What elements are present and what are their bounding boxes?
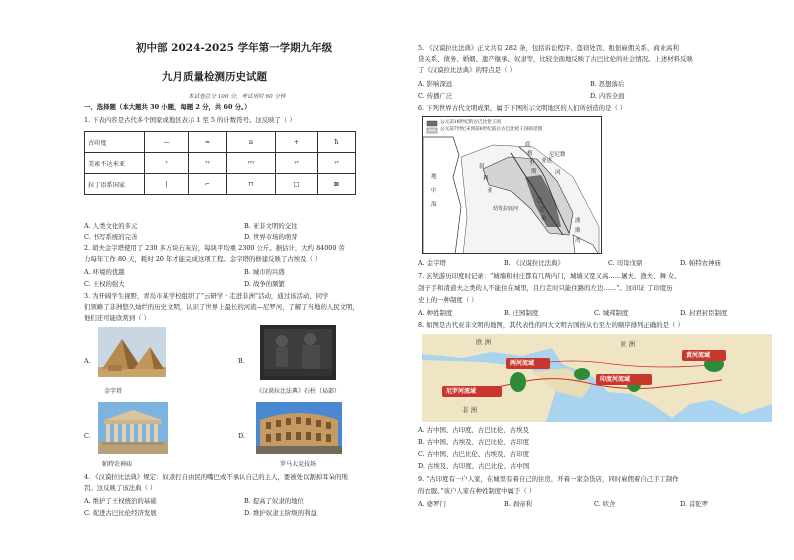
table-cell: ⊓ [226, 174, 275, 195]
q1-option-a[interactable]: A. 人类文化的多元 [84, 222, 138, 230]
map-label: 斯 [575, 228, 581, 234]
q9-option-c[interactable]: C. 吠舍 [594, 500, 616, 508]
q7-option-d[interactable]: D. 封君封臣制度 [680, 309, 728, 317]
q3-option-c-letter[interactable]: C. [84, 432, 91, 440]
q6-option-b[interactable]: B. 《汉谟拉比法典》 [504, 259, 564, 267]
pyramid-image[interactable] [98, 327, 166, 377]
map-label: 印度河流域 [600, 376, 631, 383]
map-label: 两河流域 [510, 360, 535, 367]
map-label: 海 [431, 202, 437, 208]
q2-option-b[interactable]: B. 城市的兴盛 [244, 268, 285, 276]
table-cell: ᵞᵞ [318, 153, 356, 174]
babylon-map [422, 116, 602, 254]
q2-option-c[interactable]: C. 王权的强大 [84, 280, 125, 288]
exam-subtitle: 九月质量检测历史试题 [162, 71, 267, 83]
map-label: 中 [431, 188, 437, 194]
q4-option-a[interactable]: A. 维护了王权统治的基础 [84, 497, 157, 505]
question-3-line: 们领略了非洲悠久灿烂的历史文明，认识了世界上最长的河流—尼罗河，了解了当地的人民文明， [84, 303, 359, 311]
q5-option-c[interactable]: C. 传播广泛 [418, 92, 453, 100]
map-label: 亚述 [541, 158, 553, 164]
map-label: 湾 [575, 238, 581, 244]
q8-option-b[interactable]: B. 古中国、古埃及、古巴比伦、古印度 [418, 438, 530, 446]
question-4-line: 罚。这反映了该法典（ ） [84, 484, 157, 492]
map-label: 尼罗河流域 [446, 388, 477, 395]
map-label: 叙 [479, 164, 485, 170]
table-cell: | [145, 174, 189, 195]
q4-option-d[interactable]: D. 维护奴隶主阶级的利益 [244, 509, 317, 517]
left-column [84, 0, 414, 560]
table-row [85, 153, 356, 174]
q3-option-b-letter[interactable]: B. [238, 357, 245, 365]
map-label: 欧 洲 [476, 338, 492, 346]
q8-option-c[interactable]: C. 古中国、古巴比伦、古埃及、古印度 [418, 450, 529, 458]
question-6-stem: 6. 下列世界古代文明成果，属于下图所示文明地区的人们所创造的是（ ） [418, 104, 627, 112]
map-label: 波 [575, 218, 581, 224]
question-5-line: 了《汉谟拉比法典》的特点是（ ） [418, 66, 516, 74]
caption-parthenon: 帕特农神庙 [102, 461, 133, 468]
q6-option-a[interactable]: A. 金字塔 [418, 259, 446, 267]
q4-option-c[interactable]: C. 促进古巴比伦经济发展 [84, 509, 157, 517]
table-cell: ᵞᵞ [189, 153, 227, 174]
table-cell: 拉丁语系国家 [85, 174, 145, 195]
q9-option-a[interactable]: A. 婆罗门 [418, 500, 446, 508]
q2-option-d[interactable]: D. 战争的频繁 [244, 280, 285, 288]
table-row [85, 174, 356, 195]
table-cell: ᵞ [145, 153, 189, 174]
q9-option-d[interactable]: D. 首陀罗 [680, 500, 709, 508]
map-label: 亚 洲 [620, 340, 636, 348]
q1-option-c[interactable]: C. 书写系统的完善 [84, 233, 138, 241]
caption-colosseum: 罗马大竞技场 [280, 461, 317, 468]
map-legend-item: 公元前7世纪末到前6世纪前后古巴比伦王国的范围 [440, 127, 543, 132]
map-label: 黄河流域 [686, 352, 711, 359]
q1-option-b[interactable]: B. 亚非文明的交往 [244, 222, 298, 230]
question-5-line: 贷关系、债务、婚姻、遗产继承、奴隶等，比较全面地反映了古巴比伦的社会情况。上述材料反映 [418, 55, 693, 63]
map-label: 底 [525, 142, 531, 148]
map-label: 巴 [537, 198, 543, 204]
question-9-line: 的衣服。”该户人家在种姓制度中属于（ ） [418, 487, 536, 495]
q7-option-b[interactable]: B. 庄园制度 [504, 309, 539, 317]
question-9-line: 9. “古印度有一户人家，在城里有着自己的住房，开着一家杂货店，同时雇佣着自己手工制作 [418, 475, 679, 483]
map-label: 幼发拉底河 [493, 206, 519, 212]
table-cell: ⊠ [318, 174, 356, 195]
map-label: 比 [539, 207, 545, 213]
q7-option-c[interactable]: C. 城邦制度 [594, 309, 629, 317]
caption-pyramid: 金字塔 [104, 388, 123, 395]
map-label: 尼尼微 [549, 152, 566, 158]
map-label: 地 [431, 174, 437, 180]
table-cell: = [189, 132, 227, 153]
exam-info: 本试卷总分 100 分，考试用时 60 分钟 [188, 94, 286, 100]
map-label: 利 [483, 176, 489, 182]
caption-hammurabi-stele: 《汉谟拉比法典》石柱（局部） [256, 388, 341, 395]
question-8-stem: 8. 如图是古代亚非文明的地图，其代表性的四大文明古国按从右至左的顺序排列正确的是（ ） [418, 321, 684, 329]
table-cell: + [276, 132, 318, 153]
question-3-line: 3. 为开阔学生视野，青岛市某学校组织了“云研学 · 走进非洲”活动，通过该活动，同学 [84, 292, 329, 300]
q5-option-b[interactable]: B. 思想落后 [590, 80, 625, 88]
question-2-line: 2. 胡夫金字塔使用了 230 多万块石灰岩，每块平均重 2300 公斤。据估计，大约 84000 劳 [84, 244, 345, 252]
question-3-line: 他们还可能欣赏到（ ） [84, 314, 150, 322]
table-cell: □ [276, 174, 318, 195]
question-7-line: 刽子手和清道夫之类的人不能住在城里，且行走时只能住路的左边……”。这印证 了印度历 [418, 284, 673, 292]
q3-option-a-letter[interactable]: A. [84, 357, 91, 365]
q9-option-b[interactable]: B. 刹帝利 [504, 500, 532, 508]
table-cell: ⌐ [189, 174, 227, 195]
table-cell: ≡ [226, 132, 275, 153]
q5-option-d[interactable]: D. 内容全面 [590, 92, 625, 100]
exam-title: 初中部 2024-2025 学年第一学期九年级 [136, 42, 333, 54]
q3-option-d-letter[interactable]: D. [238, 432, 245, 440]
section-heading: 一、选择题（本大题共 30 小题，每题 2 分，共 60 分。） [84, 103, 251, 111]
q4-option-b[interactable]: B. 提高了奴隶的地位 [244, 497, 304, 505]
map-label: 亚 [487, 188, 493, 194]
map-legend-item: 公元前18世纪的古巴比伦王国 [440, 120, 501, 125]
numeral-table [84, 131, 356, 195]
q6-option-c[interactable]: C. 司母戊鼎 [608, 259, 643, 267]
map-label: 里 [529, 160, 535, 166]
q7-option-a[interactable]: A. 种姓制度 [418, 309, 453, 317]
table-cell: 美索不达米亚 [85, 153, 145, 174]
map-label: 河 [555, 170, 561, 176]
question-2-line: 力每年工作 80 天，耗时 20 年才能完成这项工程。金字塔的修建反映了古埃及（ ） [84, 255, 322, 263]
q5-option-a[interactable]: A. 影响深远 [418, 80, 453, 88]
table-cell: ħ [318, 132, 356, 153]
table-cell: — [145, 132, 189, 153]
map-label: 非 洲 [462, 406, 478, 414]
map-label: 格 [527, 151, 533, 157]
map-label: 伦 [541, 216, 547, 222]
parthenon-image[interactable] [98, 402, 168, 454]
question-7-line: 史上的一种制度（ ） [418, 296, 478, 304]
ancient-civilizations-map [422, 334, 772, 422]
colosseum-image[interactable] [256, 402, 342, 454]
q1-option-d[interactable]: D. 世界市场的萌芽 [244, 233, 298, 241]
right-column [418, 0, 774, 560]
map-label: 斯 [531, 169, 537, 175]
table-cell: ᵞᵞᵞ [226, 153, 275, 174]
question-1-stem: 1. 下表内容是古代多个国家或地区表示 1 至 5 的计数符号。这反映了（ ） [84, 116, 296, 124]
table-row [85, 132, 356, 153]
question-7-line: 7. 玄奘游历印度时记录：“城墙和村庄都有几两内门，城墙又宽又高……屠夫、渔夫、舞 女、 [418, 272, 681, 280]
hammurabi-stele-image[interactable] [260, 325, 336, 380]
table-cell: 古印度 [85, 132, 145, 153]
question-5-line: 5. 《汉谟拉比法典》正文共有 282 条，包括诉讼程序、盗窃处罚、租佃雇佣关系、商业高利 [418, 44, 679, 52]
q8-option-a[interactable]: A. 古中国、古印度、古巴比伦、古埃及 [418, 426, 529, 434]
q6-option-d[interactable]: D. 帕特农神庙 [680, 259, 721, 267]
q2-option-a[interactable]: A. 环境的优越 [84, 268, 125, 276]
q8-option-d[interactable]: D. 古埃及、古印度、古巴比伦、古中国 [418, 462, 530, 470]
question-4-line: 4. 《汉谟拉比法典》规定：奴隶打自由民的嘴巴或不承认自己的主人，要被处以割掉耳朵的刑 [84, 473, 348, 481]
table-cell: ᵞᵞ [276, 153, 318, 174]
